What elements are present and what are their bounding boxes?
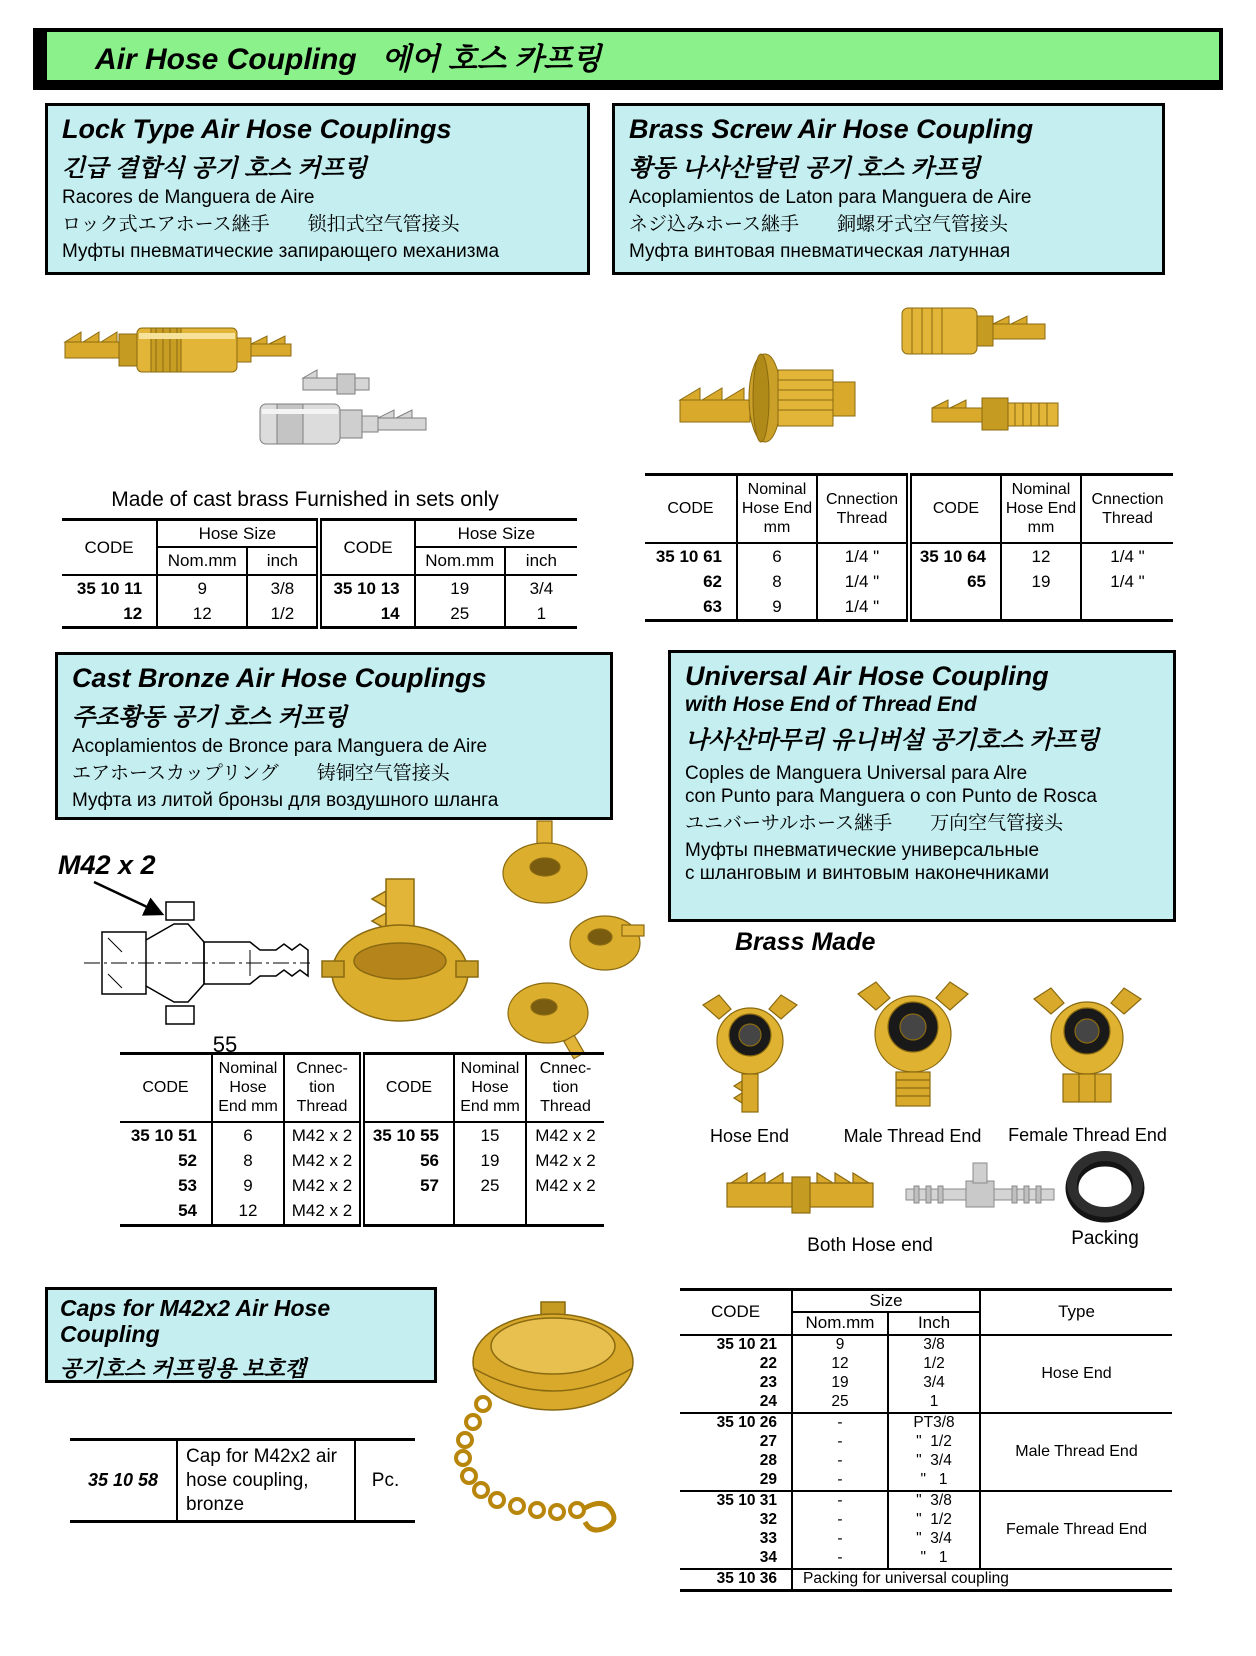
universal-subtitle: with Hose End of Thread End [685,693,977,717]
page-banner [33,28,1223,90]
lock-type-spanish: Racores de Manguera de Aire [62,187,315,209]
table-row [70,1440,415,1522]
lock-type-japanese-chinese: ロック式エアホース継手 锁扣式空气管接头 [62,214,460,236]
cell-nominal: 8 [737,569,817,594]
cell-inch: 3/8 [247,575,319,601]
universal-spanish-2: con Punto para Manguera o con Punto de Rosca [685,786,1097,808]
packing-label: Packing [1071,1228,1139,1249]
cell-nominal [454,1198,526,1225]
cell-type: Male Thread End [980,1413,1172,1491]
cell-code: 35 10 51 [120,1122,212,1148]
cell-thread: M42 x 2 [284,1122,362,1148]
cell-nominal: 12 [1001,543,1081,569]
universal-col-nom: Nom.mm [792,1312,888,1334]
male-thread-end-label: Male Thread End [843,1126,982,1146]
lock-col-hose-size-left: Hose Size [157,520,319,548]
cell-code: 54 [120,1198,212,1225]
brass-screw-male-fitting [932,398,1058,430]
table-row [120,1148,604,1173]
caps-korean: 공기호스 커프링용 보호캡 [60,1355,306,1381]
cell-nom: 25 [415,601,505,628]
lock-type-title: Lock Type Air Hose Couplings [62,114,452,144]
table-row [645,543,1173,569]
cell-nominal: 9 [737,594,817,621]
universal-col-size: Size [792,1290,980,1313]
cell-description: Cap for M42x2 air hose coupling, bronze [177,1440,355,1522]
cast-bronze-table [120,1052,604,1227]
packing-ring-image [1055,1142,1155,1227]
universal-female-thread-figure [1005,978,1170,1146]
cell-nominal: 9 [212,1173,284,1198]
bronze-coupling-small-top [503,821,587,903]
universal-korean: 나사산마무리 유니버설 공기호스 카프링 [685,727,1100,755]
cell-nom: - [792,1413,888,1433]
cell-thread: 1/4 " [817,543,909,569]
lock-col-nom-right: Nom.mm [415,547,505,574]
lock-type-caption: Made of cast brass Furnished in sets only [111,488,499,511]
bronze-coupling-large [322,879,478,1021]
cell-code: 57 [362,1173,454,1198]
claw-coupling-male-thread-svg [838,972,988,1117]
t-piece-image [900,1155,1060,1230]
cast-bronze-product-svg [300,815,645,1060]
cell-code: 35 10 61 [645,543,737,569]
cast-bronze-title: Cast Bronze Air Hose Couplings [72,663,487,693]
cast-bronze-japanese-chinese: エアホースカップリング 铸铜空气管接头 [72,763,450,785]
cell-inch: 3/4 [888,1374,980,1393]
cell-nominal [1001,594,1081,621]
universal-table [680,1288,1172,1592]
universal-col-type: Type [980,1290,1172,1335]
section-brass-screw [612,103,1165,275]
cell-code: 35 10 58 [70,1440,177,1522]
lock-type-product-image [55,282,525,467]
section-universal [668,650,1176,922]
cell-code: 35 10 36 [680,1569,792,1591]
cell-nom: - [792,1471,888,1491]
table-row [680,1413,1172,1433]
cap-product-svg [425,1282,665,1542]
universal-japanese-chinese: ユニバーサルホース継手 万向空气管接头 [685,812,1064,834]
cell-code: 32 [759,1510,777,1528]
cell-inch: 1/2 [247,601,319,628]
cell-nom: - [792,1491,888,1511]
bronze-col-code-left: CODE [120,1054,212,1122]
cell-nom: - [792,1452,888,1471]
table-row [645,594,1173,621]
brass-made-label: Brass Made [735,928,876,956]
cell-inch: PT3/8 [888,1413,980,1433]
cell-code: 12 [62,601,157,628]
cell-code: 22 [759,1354,777,1372]
brass-col-nominal-left: Nominal Hose End mm [737,475,817,543]
cell-code [362,1198,454,1225]
cell-thread [1081,594,1173,621]
universal-col-inch: Inch [888,1312,980,1334]
lock-col-code-left: CODE [62,520,157,575]
cell-inch: 1 [505,601,577,628]
cell-nom: - [792,1433,888,1452]
table-row [62,575,577,601]
cell-inch: " 3/4 [888,1530,980,1549]
cell-code: 35 10 11 [62,575,157,601]
cell-inch: 1 [888,1393,980,1413]
brass-screw-spanish: Acoplamientos de Laton para Manguera de Aire [629,187,1032,209]
cell-thread [526,1198,604,1225]
cell-thread: M42 x 2 [284,1148,362,1173]
cast-bronze-spanish: Acoplamientos de Bronce para Manguera de Aire [72,736,488,758]
cell-code: 27 [759,1432,777,1450]
cast-bronze-product-image [300,815,645,1060]
lock-type-korean: 긴급 결합식 공기 호스 커프링 [62,155,367,183]
cell-inch: " 1 [888,1471,980,1491]
cell-unit: Pc. [355,1440,415,1522]
table-row [62,601,577,628]
bronze-col-thread-left: Cnnec-tion Thread [284,1054,362,1122]
cell-nom: 12 [157,601,247,628]
table-row [120,1122,604,1148]
universal-col-code: CODE [680,1290,792,1335]
brass-screw-female-fitting [902,308,1045,354]
cell-thread: 1/4 " [817,569,909,594]
hose-end-label: Hose End [709,1126,790,1146]
cap-chain [456,1397,614,1530]
universal-russian-2: с шланговым и винтовым наконечниками [685,862,1050,884]
both-hose-end-image [715,1155,885,1230]
section-lock-type [45,103,590,275]
cell-nominal: 19 [1001,569,1081,594]
cast-bronze-russian: Муфта из литой бронзы для воздушного шланга [72,789,499,811]
cell-code: 29 [759,1470,777,1488]
cell-code: 53 [178,1176,197,1196]
cell-thread: 1/4 " [1081,543,1173,569]
packing-ring-svg [1055,1142,1155,1227]
cell-inch: 1/2 [888,1355,980,1374]
cell-nom: 19 [792,1374,888,1393]
cell-thread: M42 x 2 [284,1173,362,1198]
caps-table [70,1438,415,1523]
diagram-dimension-55: 55 [212,1032,238,1057]
table-row [120,1198,604,1225]
cell-thread: M42 x 2 [526,1148,604,1173]
cell-code: 28 [759,1451,777,1469]
brass-col-nominal-right: Nominal Hose End mm [1001,475,1081,543]
lock-col-hose-size-right: Hose Size [415,520,577,548]
cell-inch: " 1/2 [888,1433,980,1452]
brass-screw-product-image [650,280,1120,470]
universal-spanish-1: Coples de Manguera Universal para Alre [685,763,1028,785]
cell-nom: 19 [415,575,505,601]
cell-code: 33 [759,1529,777,1547]
cell-thread: 1/4 " [1081,569,1173,594]
cell-code: 14 [319,601,414,628]
both-hose-end-label: Both Hose end [807,1235,933,1256]
brass-col-code-left: CODE [645,475,737,543]
bronze-col-nominal-left: Nominal Hose End mm [212,1054,284,1122]
cell-nominal: 6 [212,1122,284,1148]
cell-thread: M42 x 2 [526,1173,604,1198]
lock-col-inch-left: inch [247,547,319,574]
cell-nominal: 25 [454,1173,526,1198]
cell-thread: M42 x 2 [284,1198,362,1225]
bronze-coupling-small-right [570,916,644,970]
brass-screw-large-fitting [680,354,855,442]
page-title-ko: 에어 호스 카프링 [381,43,602,76]
lock-silver-plug [303,370,369,394]
cell-code: 52 [178,1150,197,1170]
cell-nominal: 15 [454,1122,526,1148]
cell-packing-desc: Packing for universal coupling [792,1569,1172,1591]
both-hose-end-svg [715,1155,885,1230]
cell-nominal: 12 [212,1198,284,1225]
lock-col-code-right: CODE [319,520,414,575]
m42-thread-label: M42 x 2 [58,850,156,880]
table-row [680,1491,1172,1511]
claw-coupling-hose-end-svg [685,985,815,1117]
cell-nom: 25 [792,1393,888,1413]
cell-type: Hose End [980,1335,1172,1413]
lock-type-product-svg [55,282,525,467]
caps-title: Caps for M42x2 Air Hose Coupling [60,1295,331,1347]
cell-nominal: 8 [212,1148,284,1173]
universal-title: Universal Air Hose Coupling [685,661,1049,691]
table-row [680,1335,1172,1355]
section-caps [45,1287,437,1383]
cell-type: Female Thread End [980,1491,1172,1569]
brass-col-thread-right: Cnnection Thread [1081,475,1173,543]
bronze-col-code-right: CODE [362,1054,454,1122]
cell-code: 23 [759,1373,777,1391]
cell-code: 35 10 55 [362,1122,454,1148]
cell-thread: M42 x 2 [526,1122,604,1148]
chain-hook [585,1503,614,1530]
cell-code: 35 10 31 [680,1491,792,1511]
table-row [645,569,1173,594]
claw-coupling-female-thread-svg [1015,978,1160,1116]
t-piece-svg [900,1155,1060,1230]
brass-col-thread-left: Cnnection Thread [817,475,909,543]
universal-hose-end-figure [682,985,817,1147]
section-cast-bronze [55,652,613,820]
cell-code: 63 [645,594,737,621]
bronze-coupling-small-bottom [508,983,588,1059]
brass-col-code-right: CODE [909,475,1001,543]
cell-nom: 9 [792,1335,888,1355]
cast-bronze-korean: 주조황동 공기 호스 커프링 [72,704,348,732]
cell-nom: 9 [157,575,247,601]
brass-screw-table [645,473,1173,622]
lock-type-table [62,518,577,629]
lock-silver-coupling [260,404,426,444]
cell-code: 24 [759,1392,777,1410]
cell-code: 34 [759,1548,777,1566]
cell-code: 35 10 21 [680,1335,792,1355]
cap-product-image [425,1282,665,1542]
table-row-packing [680,1569,1172,1591]
cast-bronze-diagram-svg [80,880,315,1035]
cell-inch: " 3/4 [888,1452,980,1471]
lock-type-russian: Муфты пневматические запирающего механизма [62,240,500,262]
cell-code: 56 [362,1148,454,1173]
brass-screw-japanese-chinese: ネジ込みホース継手 銅螺牙式空气管接头 [629,214,1009,236]
page-title [95,34,601,78]
cell-code: 35 10 13 [319,575,414,601]
cell-code: 65 [909,569,1001,594]
table-row [120,1173,604,1198]
female-thread-end-label: Female Thread End [1008,1125,1167,1145]
cell-nom: - [792,1511,888,1530]
bronze-col-thread-right: Cnnec-tion Thread [526,1054,604,1122]
cell-nom: 12 [792,1355,888,1374]
lock-col-inch-right: inch [505,547,577,574]
cell-nom: - [792,1530,888,1549]
cell-code: 35 10 26 [680,1413,792,1433]
lock-brass-coupling [65,328,291,372]
cell-nom: - [792,1549,888,1569]
brass-screw-korean: 황동 나사산달린 공기 호스 카프링 [629,155,981,183]
page-title-en: Air Hose Coupling [95,43,357,76]
bronze-cap [473,1302,633,1410]
cell-nominal: 6 [737,543,817,569]
cell-code [909,594,1001,621]
cell-code: 35 10 64 [909,543,1001,569]
cell-inch: 3/8 [888,1335,980,1355]
cell-thread: 1/4 " [817,594,909,621]
cell-code: 62 [703,571,722,591]
bronze-col-nominal-right: Nominal Hose End mm [454,1054,526,1122]
cell-nominal: 19 [454,1148,526,1173]
cell-inch: 3/4 [505,575,577,601]
cell-inch: " 3/8 [888,1491,980,1511]
universal-male-thread-figure [830,972,995,1147]
cast-bronze-diagram [80,880,315,1035]
universal-russian-1: Муфты пневматические универсальные [685,839,1040,861]
brass-screw-russian: Муфта винтовая пневматическая латунная [629,240,1011,262]
brass-screw-product-svg [650,280,1120,470]
brass-screw-title: Brass Screw Air Hose Coupling [629,114,1034,144]
lock-col-nom-left: Nom.mm [157,547,247,574]
cell-inch: " 1/2 [888,1511,980,1530]
cell-inch: " 1 [888,1549,980,1569]
